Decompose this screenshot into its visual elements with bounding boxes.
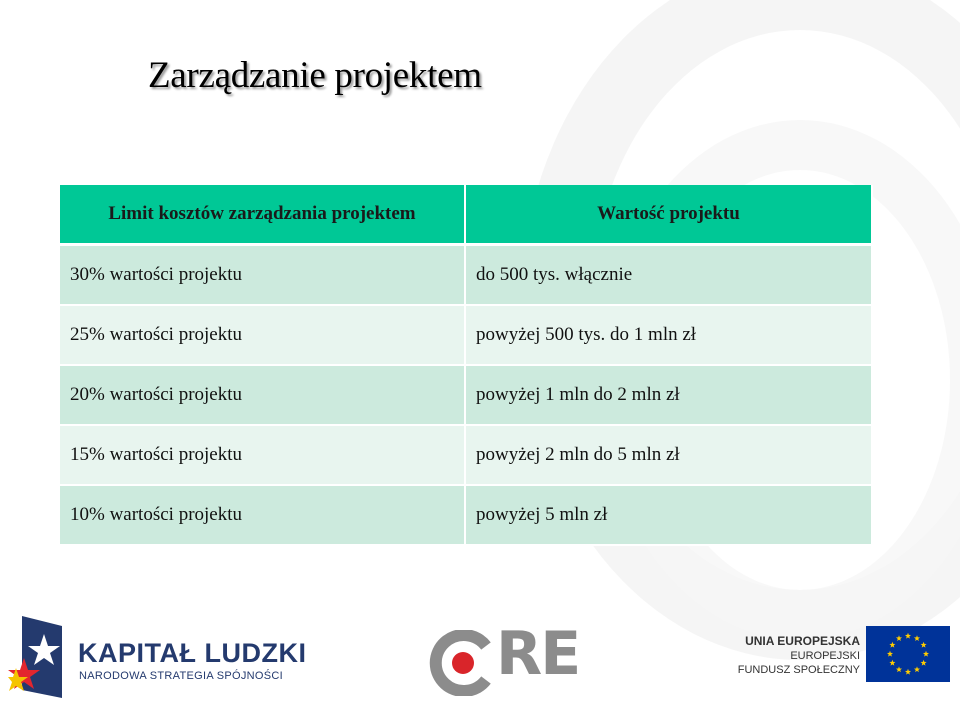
cell-cost-limit: 15% wartości projektu (60, 425, 465, 485)
footer-logos (0, 600, 960, 712)
cell-project-value: do 500 tys. włącznie (465, 245, 872, 306)
table-row (60, 365, 872, 425)
cell-project-value: powyżej 5 mln zł (465, 485, 872, 545)
cell-cost-limit: 30% wartości projektu (60, 245, 465, 306)
kapital-ludzki-logo-icon (8, 612, 68, 702)
table-row (60, 485, 872, 545)
kapital-ludzki-subtitle: NARODOWA STRATEGIA SPÓJNOŚCI (79, 670, 283, 682)
eu-flag-icon (866, 626, 950, 682)
eu-fund-label-2: FUNDUSZ SPOŁECZNY (737, 664, 860, 676)
ore-circle-logo-icon (428, 630, 498, 696)
ore-logo-text: RE (496, 619, 580, 689)
eu-fund-label-1: EUROPEJSKI (790, 650, 860, 662)
table-row (60, 305, 872, 365)
cell-project-value: powyżej 500 tys. do 1 mln zł (465, 305, 872, 365)
kapital-ludzki-name: KAPITAŁ LUDZKI (78, 638, 307, 668)
table-row (60, 245, 872, 306)
cell-project-value: powyżej 1 mln do 2 mln zł (465, 365, 872, 425)
slide-title: Zarządzanie projektem (148, 55, 482, 96)
table-row (60, 425, 872, 485)
cost-limit-table (60, 185, 873, 546)
eu-union-label: UNIA EUROPEJSKA (745, 634, 860, 648)
cell-cost-limit: 25% wartości projektu (60, 305, 465, 365)
table-header-row (60, 185, 872, 245)
header-project-value: Wartość projektu (465, 185, 872, 245)
header-cost-limit: Limit kosztów zarządzania projektem (60, 185, 465, 245)
cell-cost-limit: 20% wartości projektu (60, 365, 465, 425)
cell-cost-limit: 10% wartości projektu (60, 485, 465, 545)
cell-project-value: powyżej 2 mln do 5 mln zł (465, 425, 872, 485)
